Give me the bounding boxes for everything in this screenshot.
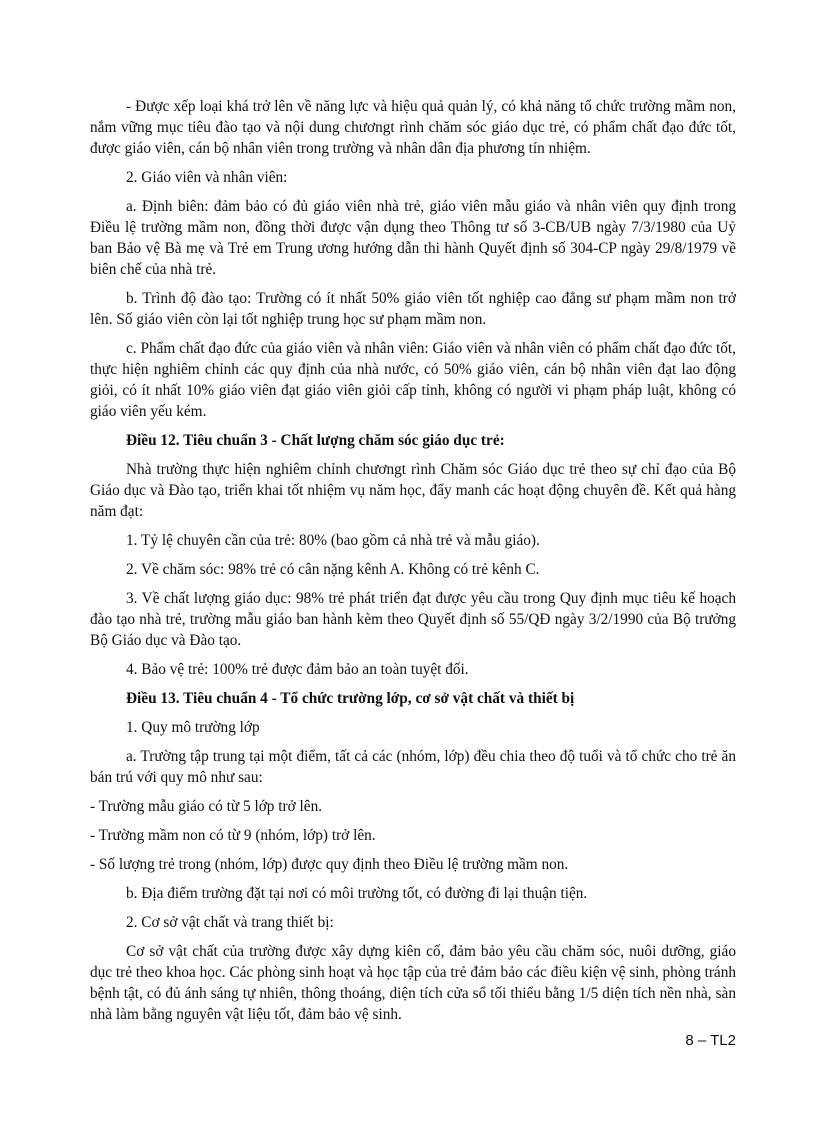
- paragraph-education-quality: 3. Về chất lượng giáo dục: 98% trẻ phát triển đạt được yêu cầu trong Quy định mục tiêu kế hoạch đào tạo nhà trẻ, trường mẫu giáo ban hành kèm theo Quyết định số 55/QĐ ngày 3/2/1990 của Bộ trưởng Bộ Giáo dục và Đào tạo.: [90, 590, 736, 649]
- paragraph-staffing: a. Định biên: đảm bảo có đủ giáo viên nhà trẻ, giáo viên mẫu giáo và nhân viên quy định trong Điều lệ trường mầm non, đồng thời được vận dụng theo Thông tư số 3-CB/UB ngày 7/3/1980 của Uỷ ban Bảo vệ Bà mẹ và Trẻ em Trung ương hướng dẫn thi hành Quyết định số 304-CP ngày 29/8/1979 về biên chế của nhà trẻ.: [90, 198, 736, 278]
- paragraph-school-scale-heading: 1. Quy mô trường lớp: [126, 719, 260, 736]
- paragraph-attendance: 1. Tỷ lệ chuyên cần của trẻ: 80% (bao gồm cả nhà trẻ và mẫu giáo).: [126, 532, 540, 549]
- paragraph-site-location: b. Địa điểm trường đặt tại nơi có môi trường tốt, có đường đi lại thuận tiện.: [126, 885, 588, 902]
- page-number: 8 – TL2: [685, 1032, 736, 1049]
- list-item-preschool-groups: - Trường mầm non có từ 9 (nhóm, lớp) trở lên.: [90, 827, 376, 844]
- list-item-children-count: - Số lượng trẻ trong (nhóm, lớp) được quy định theo Điều lệ trường mầm non.: [90, 856, 569, 873]
- paragraph-child-protection: 4. Bảo vệ trẻ: 100% trẻ được đảm bảo an toàn tuyệt đối.: [126, 661, 469, 678]
- list-item-kindergarten-classes: - Trường mẫu giáo có từ 5 lớp trở lên.: [90, 798, 323, 815]
- heading-article-12: Điều 12. Tiêu chuẩn 3 - Chất lượng chăm sóc giáo dục trẻ:: [126, 432, 505, 449]
- paragraph-school-location: a. Trường tập trung tại một điểm, tất cả các (nhóm, lớp) đều chia theo độ tuổi và tổ chức cho trẻ ăn bán trú với quy mô như sau:: [90, 748, 736, 786]
- paragraph-management-criteria: - Được xếp loại khá trở lên về năng lực và hiệu quả quản lý, có khả năng tổ chức trường mầm non, nắm vững mục tiêu đào tạo và nội dung chươngt rình chăm sóc giáo dục trẻ, có phẩm chất đạo đức tốt, được giáo viên, cán bộ nhân viên trong trường và nhân dân địa phương tín nhiệm.: [90, 98, 736, 157]
- paragraph-facilities-heading: 2. Cơ sở vật chất và trang thiết bị:: [126, 914, 334, 931]
- heading-article-13: Điều 13. Tiêu chuẩn 4 - Tổ chức trường lớp, cơ sở vật chất và thiết bị: [126, 690, 575, 707]
- paragraph-ethics: c. Phẩm chất đạo đức của giáo viên và nhân viên: Giáo viên và nhân viên có phẩm chất đạo đức tốt, thực hiện nghiêm chỉnh các quy định của nhà nước, có 50% giáo viên, cán bộ nhân viên đạt lao động giỏi, có ít nhất 10% giáo viên đạt giáo viên giỏi cấp tỉnh, không có người vi phạm pháp luật, không có giáo viên yếu kém.: [90, 340, 736, 420]
- paragraph-training-level: b. Trình độ đào tạo: Trường có ít nhất 50% giáo viên tốt nghiệp cao đẳng sư phạm mầm non trở lên. Số giáo viên còn lại tốt nghiệp trung học sư phạm mầm non.: [90, 290, 736, 328]
- paragraph-facilities: Cơ sở vật chất của trường được xây dựng kiên cố, đảm bảo yêu cầu chăm sóc, nuôi dưỡng, giáo dục trẻ theo khoa học. Các phòng sinh hoạt và học tập của trẻ đảm bảo các điều kiện vệ sinh, phòng tránh bệnh tật, có đủ ánh sáng tự nhiên, thông thoáng, diện tích cửa sổ tối thiểu bằng 1/5 diện tích nền nhà, sàn nhà làm bằng nguyên vật liệu tốt, đảm bảo vệ sinh.: [90, 943, 736, 1023]
- paragraph-teachers-staff-heading: 2. Giáo viên và nhân viên:: [126, 169, 288, 186]
- document-body: [90, 96, 736, 1033]
- paragraph-care-program: Nhà trường thực hiện nghiêm chỉnh chươngt rình Chăm sóc Giáo dục trẻ theo sự chỉ đạo của Bộ Giáo dục và Đào tạo, triển khai tốt nhiệm vụ năm học, đẩy manh các hoạt động chuyên đề. Kết quả hàng năm đạt:: [90, 461, 736, 520]
- paragraph-care-result: 2. Về chăm sóc: 98% trẻ có cân nặng kênh A. Không có trẻ kênh C.: [126, 561, 540, 578]
